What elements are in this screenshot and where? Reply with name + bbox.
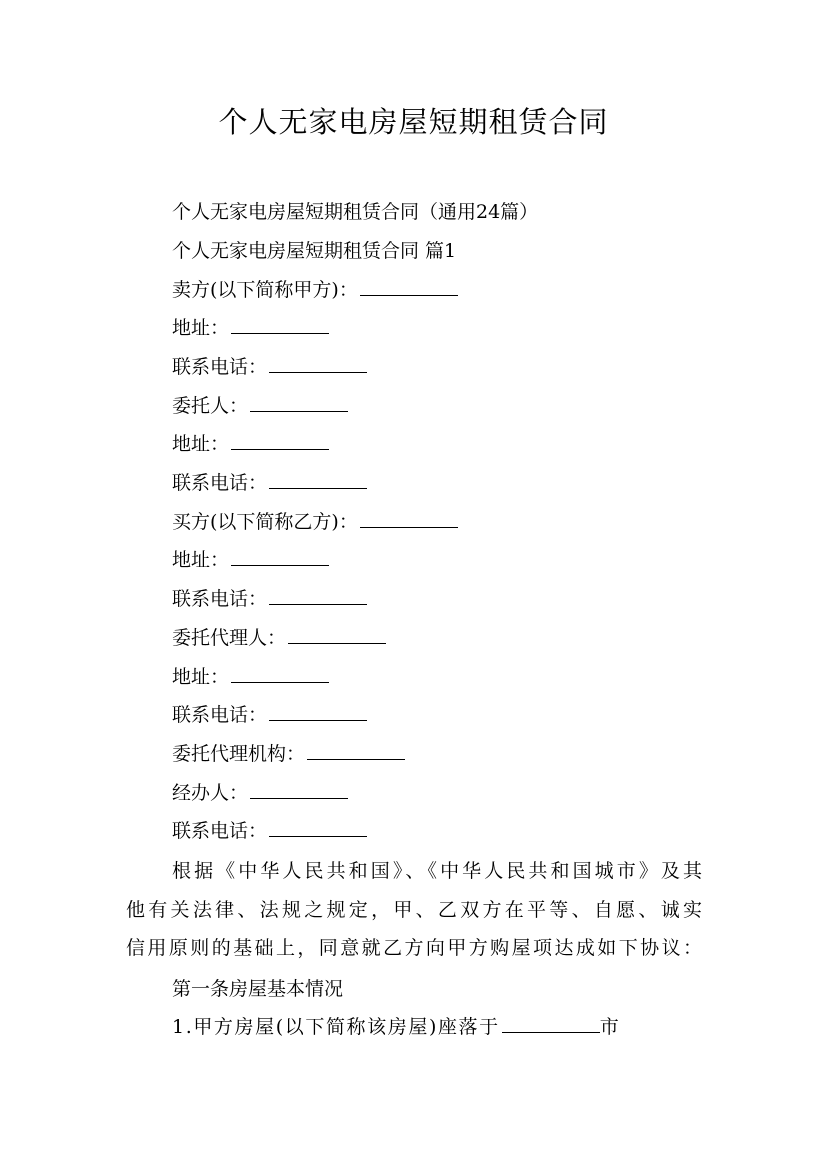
field-buyer-agent bbox=[172, 624, 386, 652]
field-label: 地址： bbox=[172, 433, 230, 455]
blank-line bbox=[231, 315, 329, 334]
item-text: 1.甲方房屋(以下简称该房屋)座落于 bbox=[172, 1016, 500, 1038]
field-seller bbox=[172, 276, 458, 304]
paragraph-line: 他有关法律、法规之规定，甲、乙双方在平等、自愿、诚实 bbox=[126, 898, 702, 921]
blank-line bbox=[250, 780, 348, 799]
field-label: 联系电话： bbox=[172, 820, 268, 842]
field-label: 地址： bbox=[172, 549, 230, 571]
field-seller-phone bbox=[172, 353, 367, 381]
field-label: 联系电话： bbox=[172, 472, 268, 494]
field-label: 联系电话： bbox=[172, 356, 268, 378]
field-label: 联系电话： bbox=[172, 588, 268, 610]
field-seller-agent bbox=[172, 392, 348, 420]
blank-line bbox=[502, 1014, 600, 1033]
blank-line bbox=[360, 277, 458, 296]
blank-line bbox=[231, 547, 329, 566]
field-label: 委托代理人： bbox=[172, 627, 287, 649]
field-seller-agent-address bbox=[172, 430, 329, 458]
blank-line bbox=[269, 354, 367, 373]
blank-line bbox=[307, 741, 405, 760]
document-subtitle: 个人无家电房屋短期租赁合同（通用24篇） bbox=[172, 201, 539, 223]
field-label: 经办人： bbox=[172, 782, 249, 804]
blank-line bbox=[231, 431, 329, 450]
blank-line bbox=[269, 586, 367, 605]
blank-line bbox=[269, 818, 367, 837]
article-1-item-1 bbox=[172, 1013, 702, 1041]
field-handler-phone bbox=[172, 817, 367, 845]
paragraph-line: 信用原则的基础上，同意就乙方向甲方购屋项达成如下协议： bbox=[126, 937, 702, 960]
field-label: 地址： bbox=[172, 317, 230, 339]
preamble-paragraph bbox=[126, 852, 702, 968]
field-label: 卖方(以下简称甲方)： bbox=[172, 279, 358, 301]
field-seller-address bbox=[172, 314, 329, 342]
field-seller-agent-phone bbox=[172, 469, 367, 497]
blank-line bbox=[231, 664, 329, 683]
field-buyer-agent-address bbox=[172, 663, 329, 691]
section-heading: 个人无家电房屋短期租赁合同 篇1 bbox=[172, 240, 457, 262]
field-agency bbox=[172, 740, 405, 768]
field-label: 联系电话： bbox=[172, 704, 268, 726]
article-1-title: 第一条房屋基本情况 bbox=[172, 978, 344, 1000]
document-title: 个人无家电房屋短期租赁合同 bbox=[218, 105, 609, 139]
blank-line bbox=[250, 393, 348, 412]
field-label: 委托人： bbox=[172, 395, 249, 417]
field-buyer-phone bbox=[172, 585, 367, 613]
blank-line bbox=[269, 470, 367, 489]
field-handler bbox=[172, 779, 348, 807]
blank-line bbox=[360, 509, 458, 528]
field-buyer bbox=[172, 508, 458, 536]
field-label: 委托代理机构： bbox=[172, 743, 306, 765]
item-suffix: 市 bbox=[599, 1016, 621, 1038]
paragraph-line: 根据《中华人民共和国》、《中华人民共和国城市》及其 bbox=[172, 860, 702, 882]
blank-line bbox=[269, 702, 367, 721]
blank-line bbox=[288, 625, 386, 644]
field-buyer-address bbox=[172, 546, 329, 574]
field-buyer-agent-phone bbox=[172, 701, 367, 729]
field-label: 买方(以下简称乙方)： bbox=[172, 511, 358, 533]
field-label: 地址： bbox=[172, 666, 230, 688]
